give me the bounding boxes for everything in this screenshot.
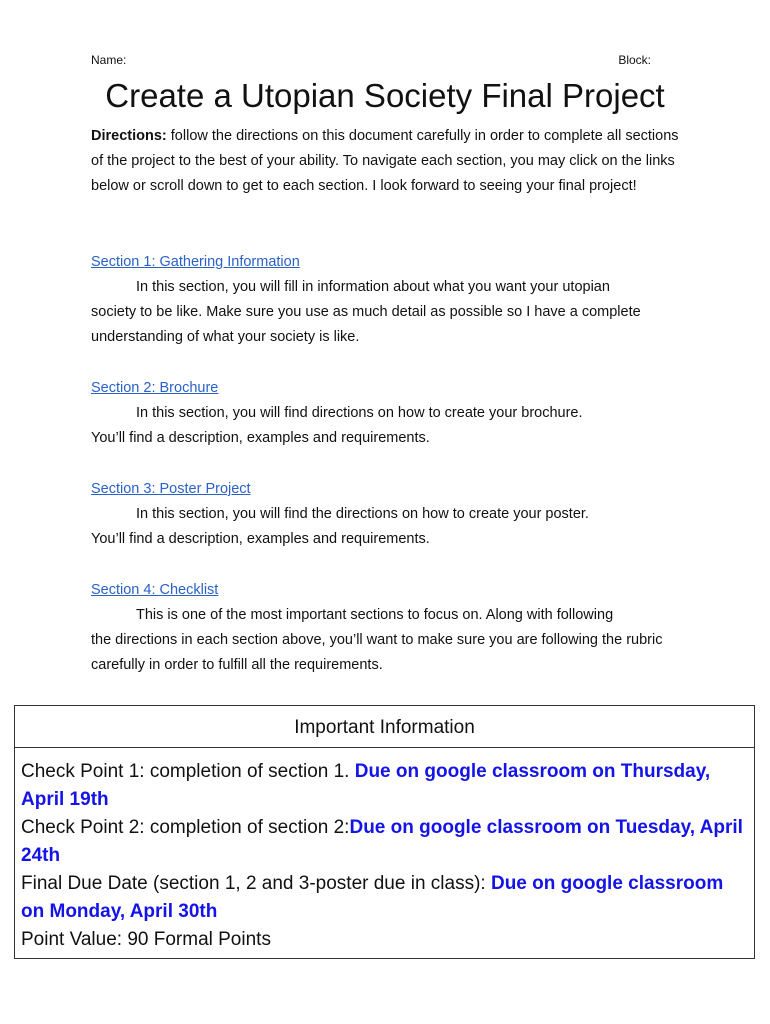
checkpoint-1-text: Check Point 1: completion of section 1. [21,761,355,782]
checkpoint-1-due: Due on google classroom on Thursday, April 19th [21,761,711,810]
section-2-first-line: In this section, you will find directions on how to create your brochure. [136,405,583,421]
directions-paragraph [91,124,691,199]
section-4-link[interactable]: Section 4: Checklist [91,582,219,598]
final-due-date-value: Due on google classroom on Monday, April 30th [21,873,724,922]
section-3-text: You’ll find a description, examples and requirements. [91,531,430,547]
checkpoint-2-due: Due on google classroom on Tuesday, April 24th [21,817,743,866]
section-4-block [91,578,691,678]
checkpoint-2 [21,814,746,870]
final-due-text: Final Due Date (section 1, 2 and 3-poster due in class): [21,873,491,894]
section-3-link[interactable]: Section 3: Poster Project [91,481,251,497]
section-3-block [91,477,691,552]
important-info-body [15,748,754,954]
header-row [91,53,651,67]
important-info-box [14,705,755,959]
directions-label: Directions: [91,128,167,144]
section-1-text: society to be like. Make sure you use as much detail as possible so I have a complete understanding of what your society is like. [91,304,641,345]
important-info-heading: Important Information [15,706,754,748]
block-label: Block: [618,53,651,67]
section-4-first-line: This is one of the most important sections to focus on. Along with following [136,607,614,623]
section-3-first-line: In this section, you will find the directions on how to create your poster. [136,506,589,522]
section-2-block [91,376,691,451]
section-4-text: the directions in each section above, you’ll want to make sure you are following the rubric carefully in order to fulfill all the requirements. [91,632,663,673]
page-title: Create a Utopian Society Final Project [105,77,665,114]
checkpoint-2-text: Check Point 2: completion of section 2: [21,817,350,838]
checkpoint-1 [21,758,746,814]
section-1-link[interactable]: Section 1: Gathering Information [91,254,300,270]
directions-text: follow the directions on this document carefully in order to complete all sections of the project to the best of your ability. To navigate each section, you may click on the links below or scroll down to get to each section. I look forward to seeing your final project! [91,128,679,194]
section-1-first-line: In this section, you will fill in information about what you want your utopian [136,279,610,295]
name-label: Name: [91,53,127,67]
section-1-block [91,250,691,350]
final-due-date [21,870,746,926]
point-value: Point Value: 90 Formal Points [21,929,271,950]
section-2-link[interactable]: Section 2: Brochure [91,380,219,396]
section-2-text: You’ll find a description, examples and requirements. [91,430,430,446]
